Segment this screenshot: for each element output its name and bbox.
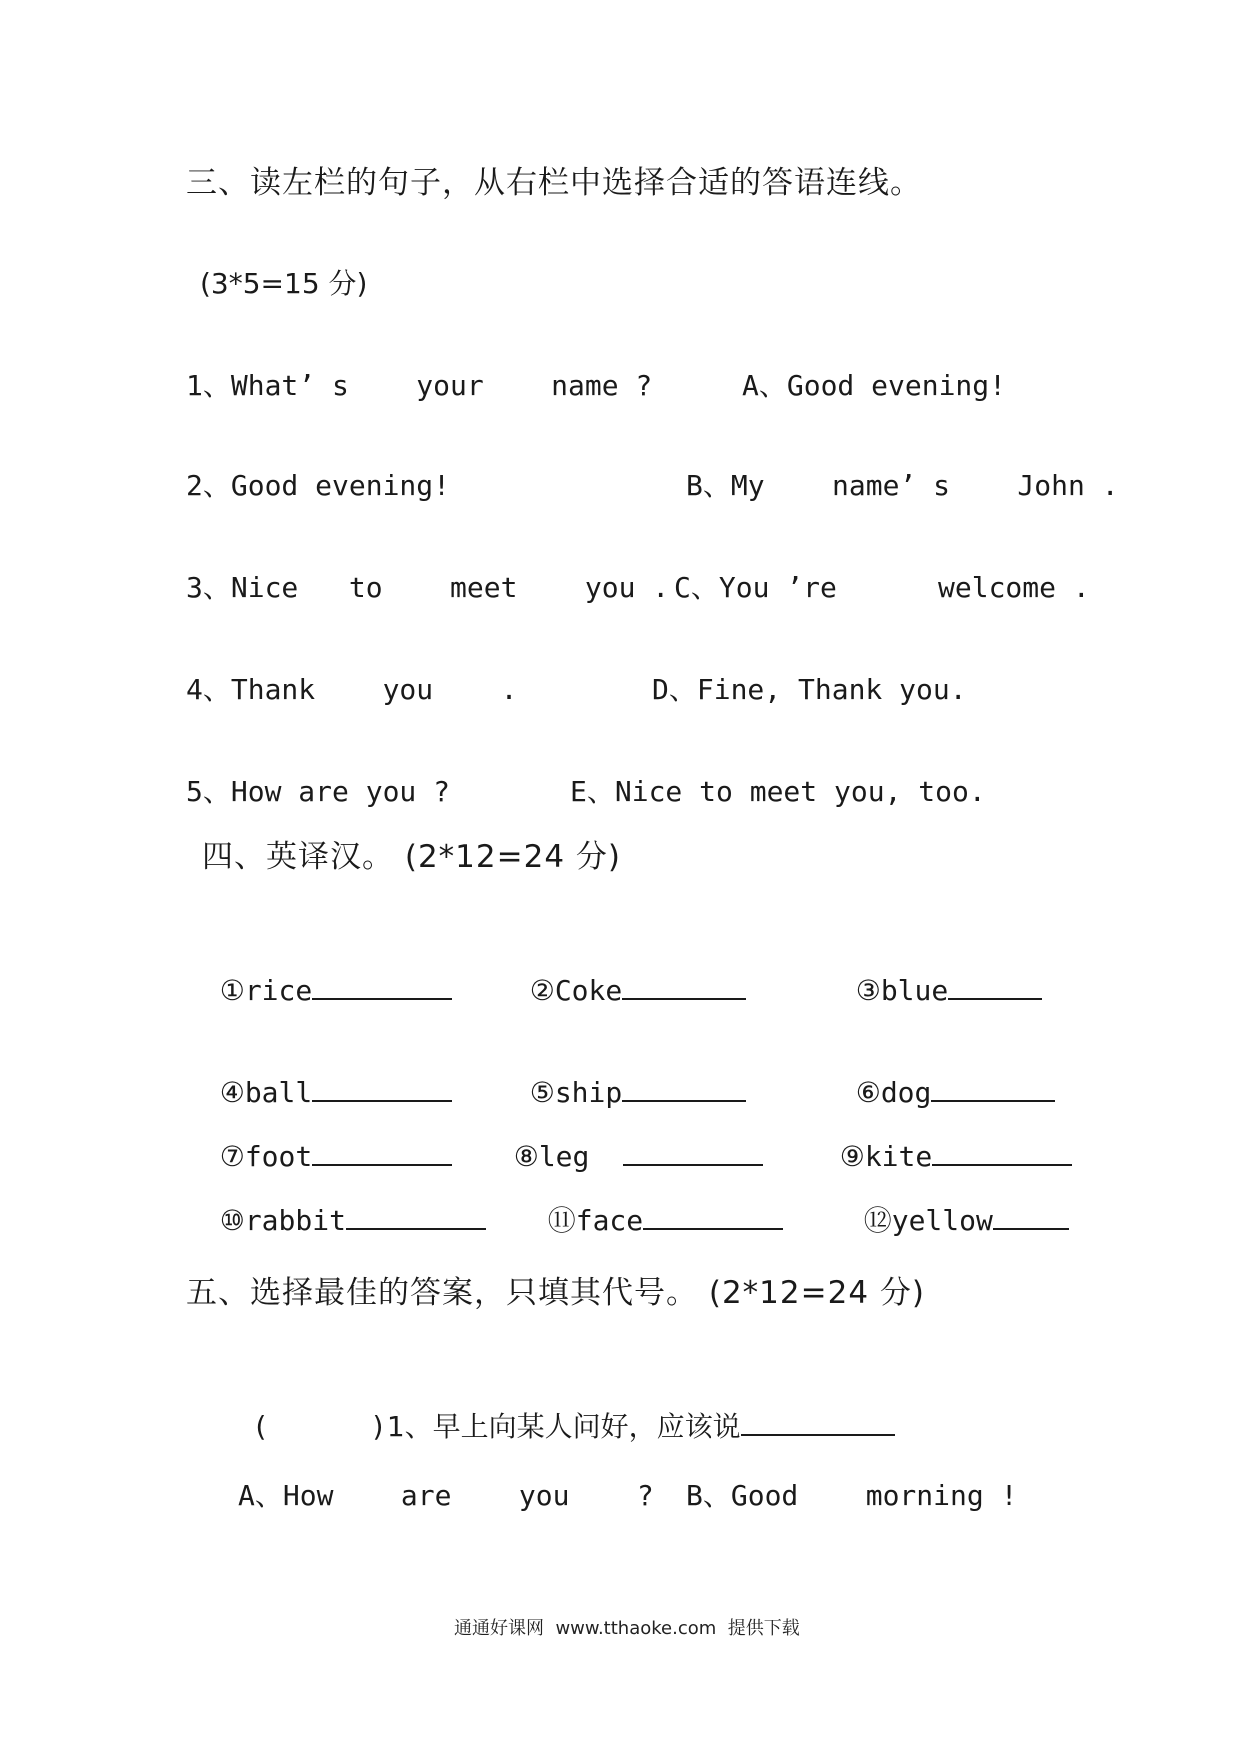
vocab-item xyxy=(186,1174,486,1235)
footer-credit: 通通好课网 www.tthaoke.com 提供下载 xyxy=(454,1618,800,1639)
section5-title: 五、选择最佳的答案，只填其代号。 (2*12=24 分) xyxy=(186,1275,925,1311)
vocab-word: ②Coke xyxy=(529,974,623,1007)
vocab-item xyxy=(480,1110,763,1171)
answer-blank[interactable] xyxy=(312,1138,452,1166)
vocab-word: ⑩rabbit xyxy=(219,1204,346,1237)
answer-blank[interactable] xyxy=(741,1408,895,1436)
question-1-text: 1、早上向某人问好，应该说 xyxy=(386,1410,741,1443)
answer-blank[interactable] xyxy=(623,1138,763,1166)
answer-blank[interactable] xyxy=(312,972,452,1000)
answer-bracket[interactable]: ( ) xyxy=(252,1410,387,1443)
vocab-item xyxy=(830,1174,1069,1235)
vocab-item xyxy=(496,1046,746,1107)
vocab-word: ⑤ship xyxy=(529,1076,623,1109)
vocab-item xyxy=(822,944,1042,1005)
vocab-word: ⑥dog xyxy=(855,1076,932,1109)
left-sentence-2: 2、Good evening! xyxy=(186,469,451,502)
vocab-item xyxy=(496,944,746,1005)
section4-title: 四、英译汉。 (2*12=24 分) xyxy=(202,839,621,875)
answer-blank[interactable] xyxy=(643,1202,783,1230)
vocab-word: ⑧leg xyxy=(513,1140,590,1173)
left-sentence-4: 4、Thank you . xyxy=(186,673,518,706)
right-answer-a: A、Good evening! xyxy=(742,369,1007,402)
vocab-item xyxy=(514,1174,783,1235)
answer-blank[interactable] xyxy=(346,1202,486,1230)
vocab-item xyxy=(186,944,452,1005)
vocab-item xyxy=(806,1110,1072,1171)
vocab-item xyxy=(186,1046,452,1107)
vocab-word: ③blue xyxy=(855,974,949,1007)
question-1 xyxy=(238,1380,895,1442)
section3-title: 三、读左栏的句子，从右栏中选择合适的答语连线。 xyxy=(186,165,922,201)
vocab-item xyxy=(822,1046,1055,1107)
vocab-word: ⑨kite xyxy=(839,1140,933,1173)
left-sentence-1: 1、What’ s your name ? xyxy=(186,369,653,402)
vocab-word: ④ball xyxy=(219,1076,313,1109)
right-answer-c: C、You ’re welcome . xyxy=(674,571,1090,604)
answer-blank[interactable] xyxy=(622,972,746,1000)
vocab-word: ⑫yellow xyxy=(863,1204,993,1237)
vocab-word: ⑦foot xyxy=(219,1140,313,1173)
answer-blank[interactable] xyxy=(931,1074,1055,1102)
answer-blank[interactable] xyxy=(948,972,1042,1000)
vocab-word: ⑪face xyxy=(547,1204,644,1237)
right-answer-e: E、Nice to meet you, too. xyxy=(570,775,986,808)
section3-score: (3*5=15 分) xyxy=(200,267,368,300)
vocab-item xyxy=(186,1110,452,1171)
answer-blank[interactable] xyxy=(993,1202,1069,1230)
left-sentence-5: 5、How are you ? xyxy=(186,775,451,808)
vocab-word: ①rice xyxy=(219,974,313,1007)
answer-blank[interactable] xyxy=(622,1074,746,1102)
answer-blank[interactable] xyxy=(932,1138,1072,1166)
right-answer-b: B、My name’ s John . xyxy=(686,469,1119,502)
option-a: A、How are you ? xyxy=(238,1479,654,1512)
option-b: B、Good morning ! xyxy=(686,1479,1018,1512)
right-answer-d: D、Fine, Thank you. xyxy=(652,673,967,706)
answer-blank[interactable] xyxy=(312,1074,452,1102)
left-sentence-3: 3、Nice to meet you . xyxy=(186,571,670,604)
